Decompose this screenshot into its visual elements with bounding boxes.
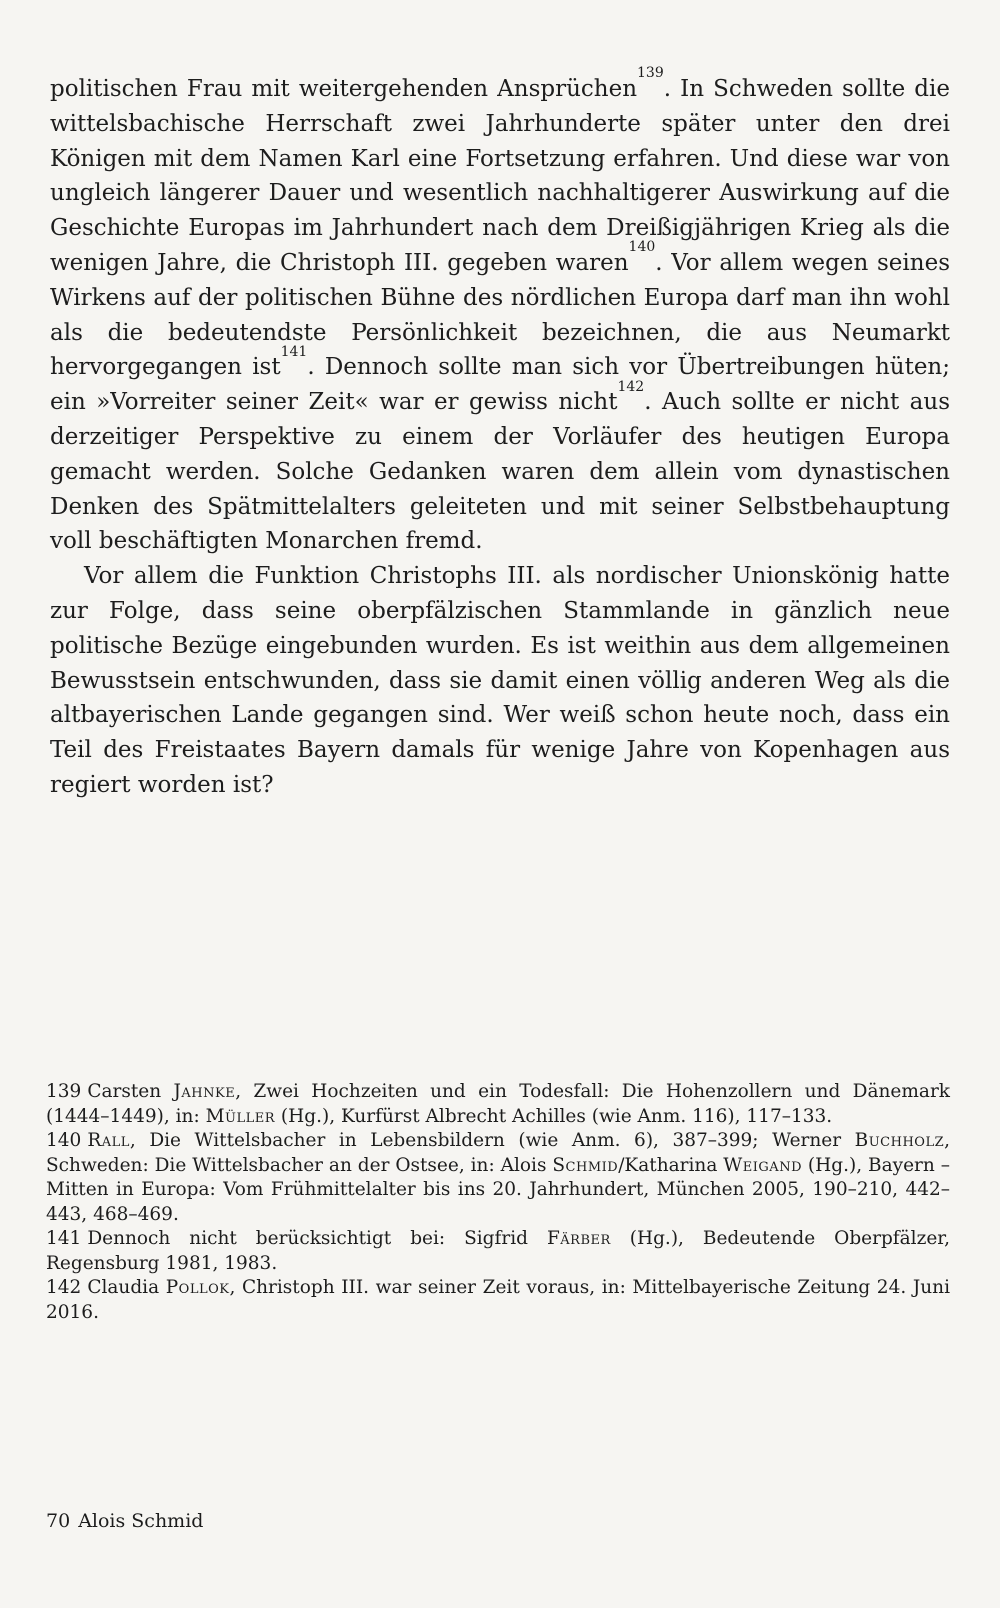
author-name: Jahnke	[173, 1081, 236, 1102]
footnote-number: 141	[46, 1228, 82, 1249]
footnote-number: 139	[46, 1081, 82, 1102]
author-name: Färber	[546, 1228, 611, 1249]
footnote-ref-141[interactable]: 141	[280, 343, 308, 360]
text-run: . Vor allem wegen seines Wirkens auf der politischen Bühne des nördlichen Europa darf man ihn wohl als die bedeutendste Persönlichkeit bezeichnen, die aus Neumarkt hervorgegangen ist	[50, 249, 951, 381]
footnote-139	[46, 1080, 950, 1129]
text-run: , Christoph III. war seiner Zeit voraus, in: Mittelbayerische Zeitung 24. Juni 2016.	[46, 1277, 950, 1323]
page-footer	[46, 1510, 203, 1532]
text-run: , Schweden: Die Wittelsbacher an der Ostsee, in: Alois	[46, 1130, 950, 1176]
text-run: . In Schweden sollte die wittelsbachische Herrschaft zwei Jahrhunderte später unter den drei Königen mit dem Namen Karl eine Fortsetzung erfahren. Und diese war von ungleich längerer Dauer und wesentlich nachhaltigerer Auswirkung auf die Geschichte Europas im Jahrhundert nach dem Dreißigjährigen Krieg als die wenigen Jahre, die Christoph III. gegeben waren	[50, 76, 950, 276]
footnote-number: 142	[46, 1277, 82, 1298]
footnote-number: 140	[46, 1130, 82, 1151]
author-name: Müller	[205, 1105, 276, 1127]
text-run: (Hg.), Bedeutende Oberpfälzer, Regensburg 1981, 1983.	[46, 1228, 950, 1274]
text-run: . Dennoch sollte man sich vor Übertreibungen hüten; ein »Vorreiter seiner Zeit« war er gewiss nicht	[50, 354, 950, 416]
text-run: politischen Frau mit weitergehenden Ansprüchen	[50, 76, 638, 102]
main-text	[50, 65, 951, 803]
author-name: Pollok	[165, 1277, 230, 1298]
footnote-ref-140[interactable]: 140	[628, 239, 656, 256]
text-run: Dennoch nicht berücksichtigt bei: Sigfrid	[87, 1228, 547, 1249]
text-run: , Zwei Hochzeiten und ein Todesfall: Die Hohenzollern und Dänemark (1444–1449), in:	[46, 1081, 950, 1127]
footnote-ref-139[interactable]: 139	[637, 65, 664, 82]
text-run: (Hg.), Bayern – Mitten in Europa: Vom Frühmittelalter bis ins 20. Jahrhundert, München 2005, 190–210, 442–443, 468–469.	[46, 1154, 950, 1225]
author-name: Rall	[87, 1130, 130, 1151]
author-name: Schmid	[552, 1154, 619, 1176]
text-run: /Katharina	[618, 1154, 724, 1176]
footnotes	[46, 1080, 950, 1325]
text-run: (Hg.), Kurfürst Albrecht Achilles (wie Anm. 116), 117–133.	[275, 1105, 833, 1127]
paragraph-1	[50, 65, 951, 559]
paragraph-2: Vor allem die Funktion Christophs III. als nordischer Unionskönig hatte zur Folge, dass seine oberpfälzischen Stammlande in gänzlich neue politische Bezüge eingebunden wurden. Es ist weithin aus dem allgemeinen Bewusstsein entschwunden, dass sie damit einen völlig anderen Weg als die altbayerischen Lande gegangen sind. Wer weiß schon heute noch, dass ein Teil des Freistaates Bayern damals für wenige Jahre von Kopenhagen aus regiert worden ist?	[50, 563, 950, 798]
footnote-142	[46, 1276, 950, 1325]
text-run: , Die Wittelsbacher in Lebensbildern (wie Anm. 6), 387–399; Werner	[129, 1130, 855, 1151]
author-name: Buchholz	[854, 1130, 945, 1151]
text-run: Carsten	[87, 1081, 174, 1102]
text-run: Claudia	[87, 1277, 166, 1298]
running-author: Alois Schmid	[78, 1510, 204, 1532]
footnote-141	[46, 1227, 950, 1276]
footnote-140	[46, 1129, 950, 1227]
footnote-ref-142[interactable]: 142	[617, 378, 645, 395]
page-number: 70	[46, 1510, 71, 1532]
author-name: Weigand	[723, 1154, 802, 1176]
text-run: . Auch sollte er nicht aus derzeitiger Perspektive zu einem der Vorläufer des heutigen Europa gemacht werden. Solche Gedanken waren dem allein vom dynastischen Denken des Spätmittelalters geleiteten und mit seiner Selbstbehauptung voll beschäftigten Monarchen fremd.	[50, 389, 950, 555]
